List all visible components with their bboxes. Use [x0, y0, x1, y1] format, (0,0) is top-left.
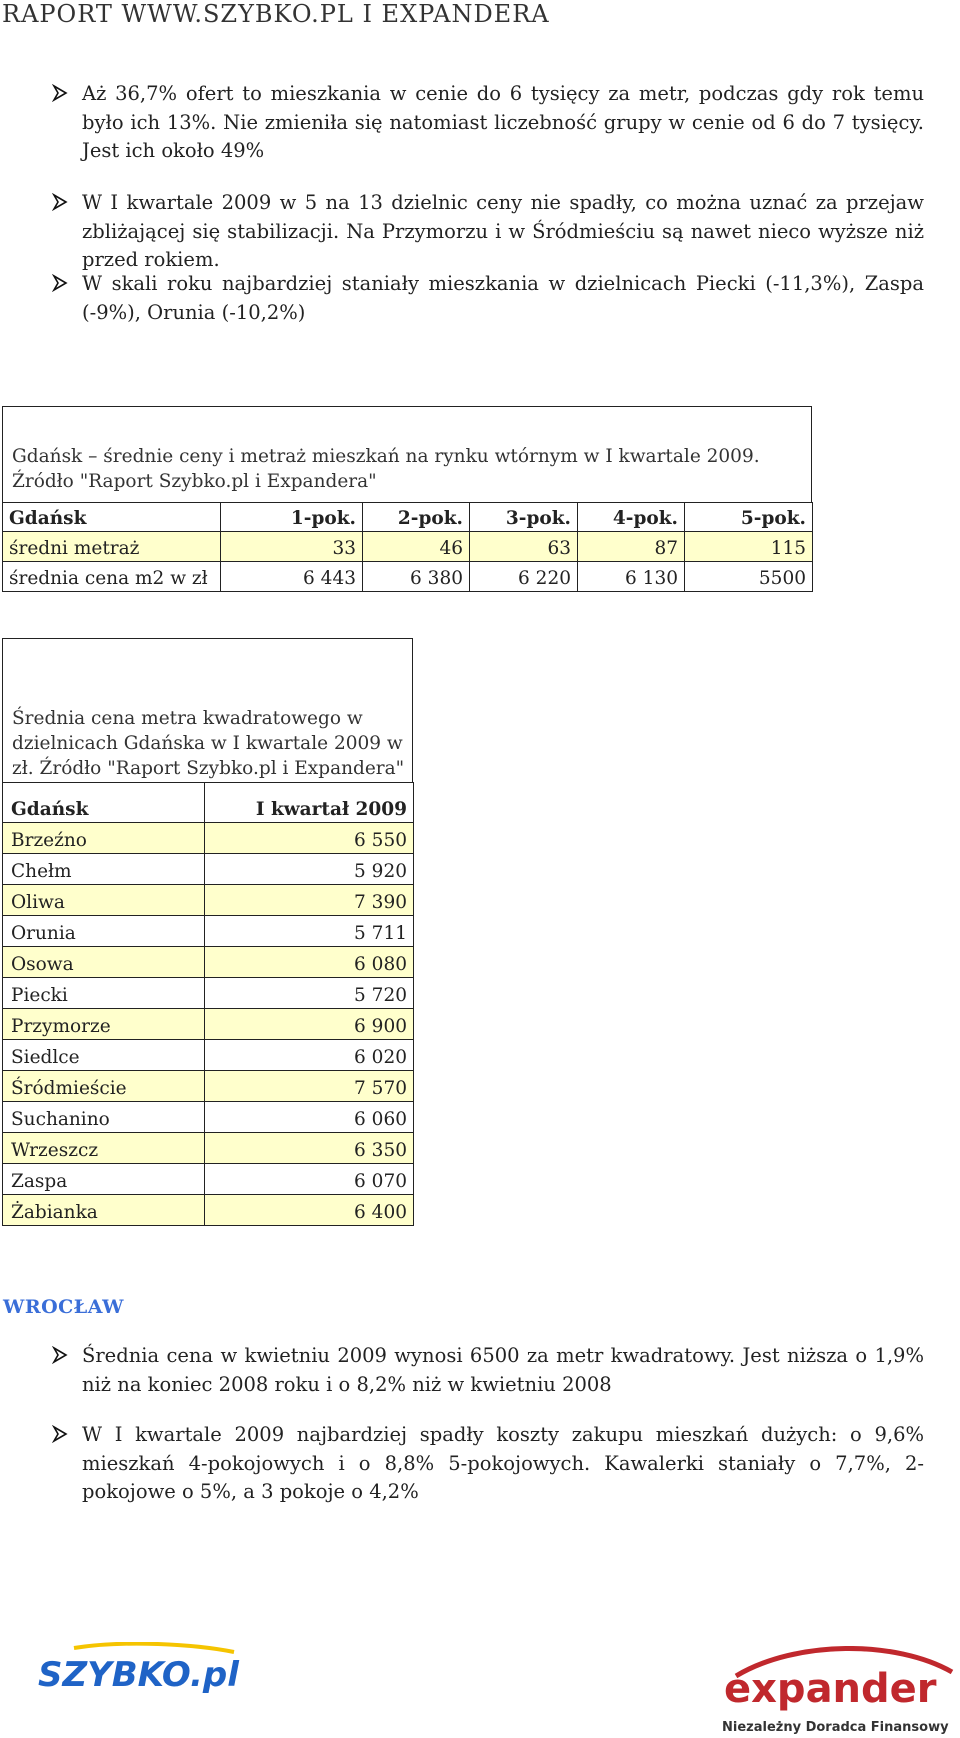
- district-name-cell: Orunia: [2, 916, 204, 947]
- expander-logo: [716, 1646, 960, 1738]
- district-price-cell: 5 720: [204, 978, 414, 1009]
- district-price-cell: 5 920: [204, 854, 414, 885]
- district-name-cell: Żabianka: [2, 1195, 204, 1226]
- table-header-row: [2, 502, 813, 532]
- table-row: [2, 978, 414, 1009]
- district-price-cell: 6 020: [204, 1040, 414, 1071]
- gdansk-room-prices-table: [2, 406, 813, 589]
- table-row: [2, 1164, 414, 1195]
- district-name-cell: Chełm: [2, 854, 204, 885]
- section-heading-wroclaw: WROCŁAW: [3, 1296, 124, 1318]
- bullet-item: [0, 1421, 960, 1511]
- table-caption: Gdańsk – średnie ceny i metraż mieszkań na rynku wtórnym w I kwartale 2009. Źródło "Raport Szybko.pl i Expandera": [12, 446, 760, 492]
- table-row: [2, 562, 813, 592]
- szybko-logo: [34, 1642, 244, 1698]
- table-header-cell: Gdańsk: [2, 782, 204, 823]
- district-price-cell: 6 060: [204, 1102, 414, 1133]
- district-price-cell: 6 350: [204, 1133, 414, 1164]
- district-price-cell: 5 711: [204, 916, 414, 947]
- bullet-text: Aż 36,7% ofert to mieszkania w cenie do 6 tysięcy za metr, podczas gdy rok temu było ich 13%. Nie zmieniła się natomiast liczebność grupy w cenie od 6 do 7 tysięcy. Jest ich około 49%: [82, 82, 924, 162]
- district-name-cell: Wrzeszcz: [2, 1133, 204, 1164]
- table-row: [2, 1040, 414, 1071]
- district-price-cell: 6 900: [204, 1009, 414, 1040]
- district-price-cell: 6 400: [204, 1195, 414, 1226]
- district-name-cell: Suchanino: [2, 1102, 204, 1133]
- table-header-row: [2, 782, 414, 823]
- table-header-cell: I kwartał 2009: [204, 782, 414, 823]
- table-cell: 115: [684, 532, 813, 562]
- table-cell: średni metraż: [2, 532, 220, 562]
- szybko-logo-text: SZYBKO.pl: [38, 1655, 239, 1695]
- table-cell: 33: [220, 532, 362, 562]
- arrow-bullet-icon: [52, 193, 68, 211]
- table-cell: 87: [577, 532, 684, 562]
- table-row: [2, 1009, 414, 1040]
- table-row: [2, 1102, 414, 1133]
- arrow-bullet-icon: [52, 1425, 68, 1443]
- district-price-cell: 7 570: [204, 1071, 414, 1102]
- table-row: [2, 885, 414, 916]
- bullet-item: [0, 1342, 960, 1402]
- expander-tagline: Niezależny Doradca Finansowy: [722, 1720, 949, 1735]
- table-caption-box: [2, 638, 413, 782]
- table-caption: Średnia cena metra kwadratowego w dzielnicach Gdańska w I kwartale 2009 w zł. Źródło "Raport Szybko.pl i Expandera": [12, 708, 405, 779]
- district-name-cell: Siedlce: [2, 1040, 204, 1071]
- table-row: [2, 854, 414, 885]
- bullet-item: [0, 189, 960, 271]
- table-header-cell: 4-pok.: [577, 502, 684, 532]
- district-price-cell: 6 550: [204, 823, 414, 854]
- table-cell: 46: [362, 532, 469, 562]
- table-header-cell: 3-pok.: [469, 502, 577, 532]
- district-price-cell: 6 070: [204, 1164, 414, 1195]
- bullet-text: Średnia cena w kwietniu 2009 wynosi 6500 za metr kwadratowy. Jest niższa o 1,9% niż na koniec 2008 roku i o 8,2% niż w kwietniu 2008: [82, 1344, 924, 1396]
- gdansk-district-prices-table: [2, 638, 414, 1240]
- district-price-cell: 7 390: [204, 885, 414, 916]
- bullet-text: W I kwartale 2009 w 5 na 13 dzielnic ceny nie spadły, co można uznać za przejaw zbliżającej się stabilizacji. Na Przymorzu i w Śródmieściu są nawet nieco wyższe niż przed rokiem.: [82, 191, 924, 271]
- table-header-cell: 5-pok.: [684, 502, 813, 532]
- table-row: [2, 916, 414, 947]
- bullet-item: [0, 270, 960, 330]
- district-name-cell: Piecki: [2, 978, 204, 1009]
- table-cell: 6 380: [362, 562, 469, 592]
- table-cell: średnia cena m2 w zł: [2, 562, 220, 592]
- table-row: [2, 1071, 414, 1102]
- table-header-cell: 2-pok.: [362, 502, 469, 532]
- expander-logo-text: expander: [724, 1666, 937, 1712]
- table-cell: 5500: [684, 562, 813, 592]
- arrow-bullet-icon: [52, 274, 68, 292]
- table-header-cell: Gdańsk: [2, 502, 220, 532]
- table-row: [2, 947, 414, 978]
- bullet-text: W skali roku najbardziej staniały mieszkania w dzielnicach Piecki (-11,3%), Zaspa (-9%), Orunia (-10,2%): [82, 272, 924, 324]
- table-cell: 6 443: [220, 562, 362, 592]
- arrow-bullet-icon: [52, 84, 68, 102]
- table-caption-box: [2, 406, 812, 502]
- page-header-title: RAPORT WWW.SZYBKO.PL I EXPANDERA: [2, 0, 550, 28]
- table-cell: 6 130: [577, 562, 684, 592]
- table-row: [2, 1195, 414, 1226]
- table-header-cell: 1-pok.: [220, 502, 362, 532]
- table-cell: 63: [469, 532, 577, 562]
- bullet-text: W I kwartale 2009 najbardziej spadły koszty zakupu mieszkań dużych: o 9,6% mieszkań 4-pokojowych i o 8,8% 5-pokojowych. Kawalerki staniały o 7,7%, 2-pokojowe o 5%, a 3 pokoje o 4,2%: [82, 1423, 924, 1503]
- table-row: [2, 532, 813, 562]
- district-name-cell: Oliwa: [2, 885, 204, 916]
- bullet-item: [0, 80, 960, 170]
- district-name-cell: Śródmieście: [2, 1071, 204, 1102]
- table-row: [2, 1133, 414, 1164]
- arrow-bullet-icon: [52, 1346, 68, 1364]
- district-name-cell: Zaspa: [2, 1164, 204, 1195]
- table-row: [2, 823, 414, 854]
- district-name-cell: Osowa: [2, 947, 204, 978]
- table-cell: 6 220: [469, 562, 577, 592]
- district-name-cell: Brzeźno: [2, 823, 204, 854]
- district-name-cell: Przymorze: [2, 1009, 204, 1040]
- district-price-cell: 6 080: [204, 947, 414, 978]
